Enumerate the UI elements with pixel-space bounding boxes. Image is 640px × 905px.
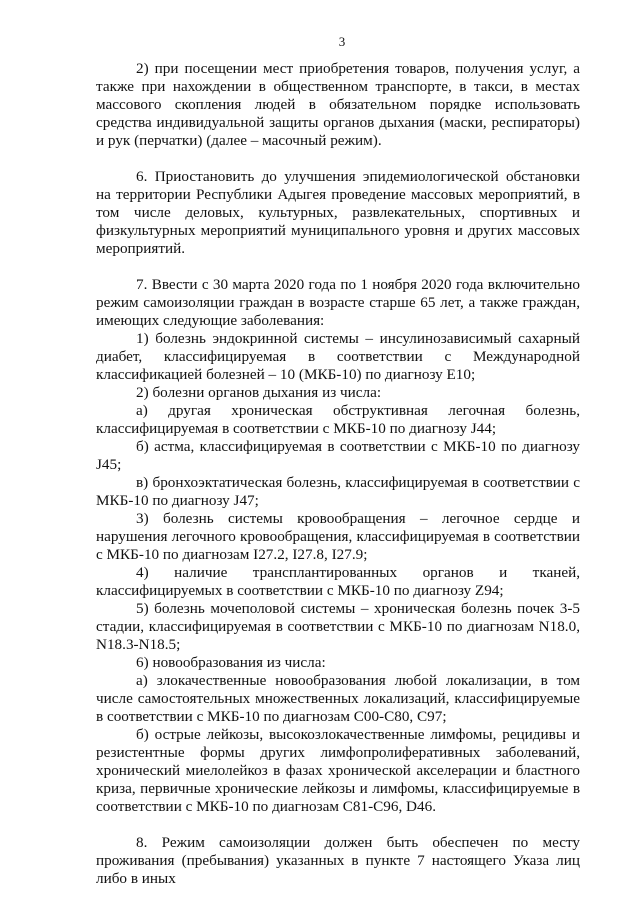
paragraph-spacer xyxy=(96,258,580,276)
paragraph-spacer xyxy=(96,150,580,168)
paragraph-asthma: б) астма, классифицируемая в соответствии с МКБ-10 по диагнозу J45; xyxy=(96,438,580,473)
paragraph-bronchiectasis: в) бронхоэктатическая болезнь, классифицируемая в соответствии с МКБ-10 по диагнозу J47; xyxy=(96,474,580,509)
paragraph-transplant: 4) наличие трансплантированных органов и тканей, классифицируемых в соответствии с МКБ-10 по диагнозу Z94; xyxy=(96,564,580,599)
paragraph-kidney: 5) болезнь мочеполовой системы – хроническая болезнь почек 3-5 стадии, классифицируемая в соответствии с МКБ-10 по диагнозам N18.0, N18.3-N18.5; xyxy=(96,600,580,653)
paragraph-copd: а) другая хроническая обструктивная легочная болезнь, классифицируемая в соответствии с МКБ-10 по диагнозу J44; xyxy=(96,402,580,437)
document-body xyxy=(96,60,580,888)
paragraph-item-6: 6. Приостановить до улучшения эпидемиологической обстановки на территории Республики Адыгея проведение массовых мероприятий, в том числе деловых, культурных, развлекательных, спортивных и физкультурных мероприятий муниципального уровня и других массовых мероприятий. xyxy=(96,168,580,257)
page-number: 3 xyxy=(338,34,346,49)
paragraph-neoplasms: 6) новообразования из числа: xyxy=(136,654,326,671)
paragraph-item-7: 7. Ввести с 30 марта 2020 года по 1 ноября 2020 года включительно режим самоизоляции граждан в возрасте старше 65 лет, а также граждан, имеющих следующие заболевания: xyxy=(96,276,580,329)
paragraph-item-8: 8. Режим самоизоляции должен быть обеспечен по месту проживания (пребывания) указанных в пункте 7 настоящего Указа лиц либо в иных xyxy=(96,834,580,887)
paragraph-spacer xyxy=(96,816,580,834)
paragraph-leukemia: б) острые лейкозы, высокозлокачественные лимфомы, рецидивы и резистентные формы других лимфопролиферативных заболеваний, хронический миелолейкоз в фазах хронической акселерации и бластного криза, первичные хронические лейкозы и лимфомы, классифицируемые в соответствии с МКБ-10 по диагнозам С81-С96, D46. xyxy=(96,726,580,815)
paragraph-respiratory: 2) болезни органов дыхания из числа: xyxy=(136,384,382,401)
paragraph-circulatory: 3) болезнь системы кровообращения – легочное сердце и нарушения легочного кровообращения, классифицируемая в соответствии с МКБ-10 по диагнозам I27.2, I27.8, I27.9; xyxy=(96,510,580,563)
paragraph-malignant: а) злокачественные новообразования любой локализации, в том числе самостоятельных множественных локализаций, классифицируемые в соответствии с МКБ-10 по диагнозам С00-С80, С97; xyxy=(96,672,580,725)
paragraph-mask-regime: 2) при посещении мест приобретения товаров, получения услуг, а также при нахождении в общественном транспорте, в такси, в местах массового скопления людей в обязательном порядке использовать средства индивидуальной защиты органов дыхания (маски, респираторы) и рук (перчатки) (далее – масочный режим). xyxy=(96,60,580,149)
paragraph-diabetes: 1) болезнь эндокринной системы – инсулинозависимый сахарный диабет, классифицируемая в соответствии с Международной классификацией болезней – 10 (МКБ-10) по диагнозу Е10; xyxy=(96,330,580,383)
